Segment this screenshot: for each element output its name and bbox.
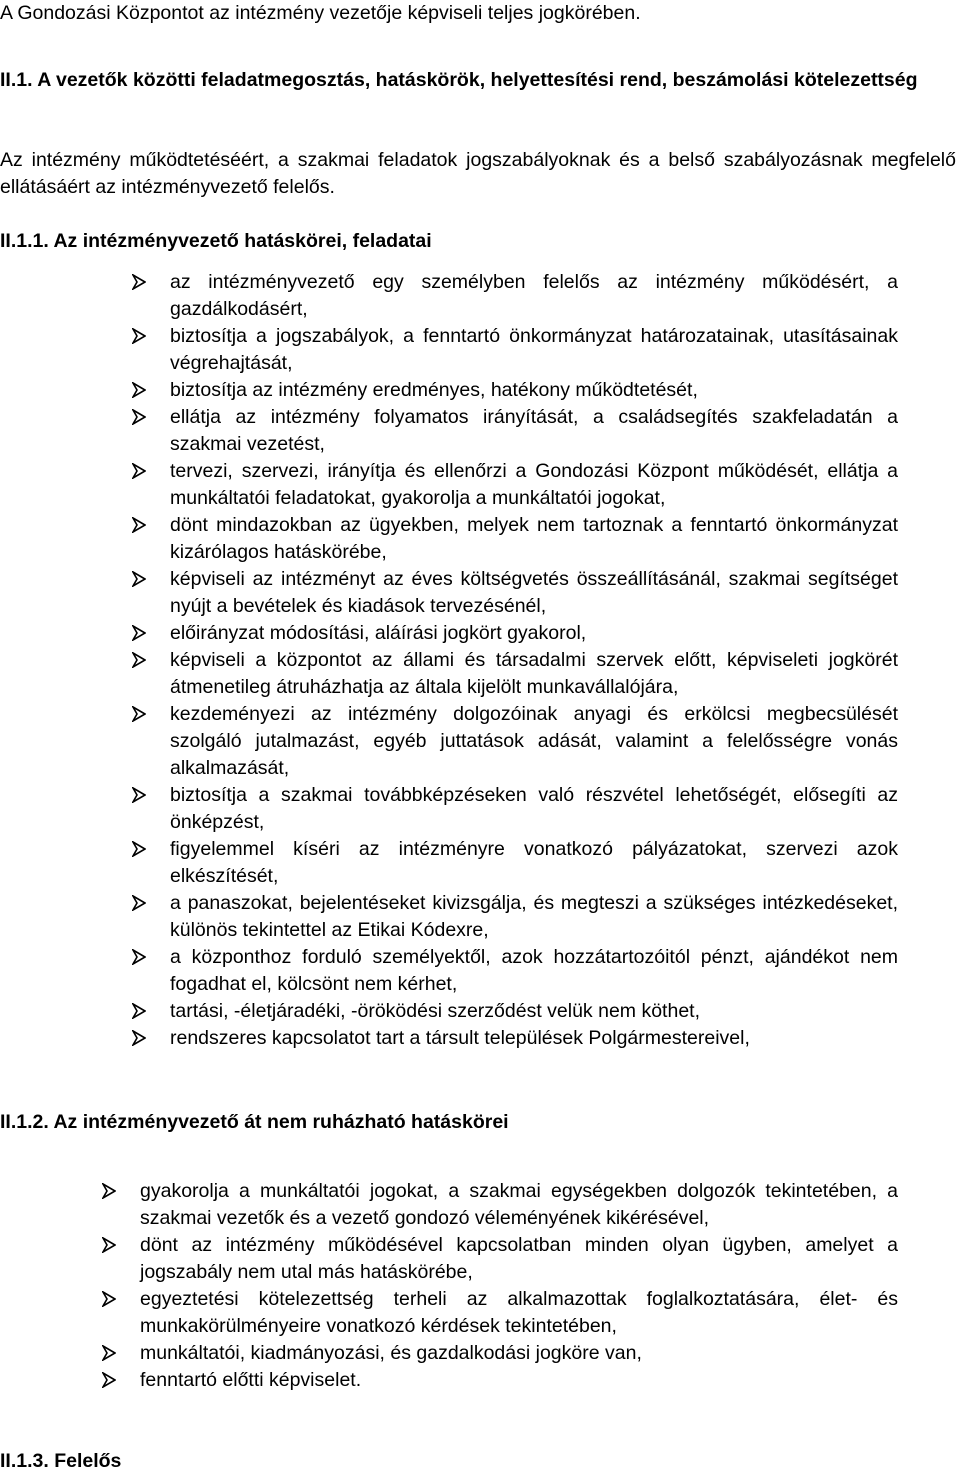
list-item <box>170 620 898 647</box>
arrow-bullet-icon <box>102 1183 116 1199</box>
list-item <box>170 782 898 836</box>
arrow-bullet-icon <box>132 652 146 668</box>
list-item-text: biztosítja a jogszabályok, a fenntartó önkormányzat határozatainak, utasításainak végrehajtását, <box>170 325 898 374</box>
arrow-bullet-icon <box>132 409 146 425</box>
list-item <box>170 647 898 701</box>
list-item <box>170 458 898 512</box>
list-item <box>170 404 898 458</box>
responsibilities-list <box>170 269 898 1052</box>
list-item <box>170 890 898 944</box>
list-item-text: biztosítja a szakmai továbbképzéseken való részvétel lehetőségét, elősegíti az önképzést, <box>170 784 898 833</box>
list-item <box>170 566 898 620</box>
arrow-bullet-icon <box>132 706 146 722</box>
list-item-text: képviseli a központot az állami és társadalmi szervek előtt, képviseleti jogkörét átmenetileg átruházhatja az általa kijelölt munkavállalójára, <box>170 649 898 698</box>
arrow-bullet-icon <box>132 895 146 911</box>
arrow-bullet-icon <box>132 571 146 587</box>
section-paragraph-II-1: Az intézmény működtetéséért, a szakmai feladatok jogszabályoknak és a belső szabályozásnak megfelelő ellátásáért az intézményvezető felelős. <box>0 149 956 198</box>
list-item <box>170 323 898 377</box>
list-item <box>170 701 898 782</box>
arrow-bullet-icon <box>102 1237 116 1253</box>
arrow-bullet-icon <box>132 1030 146 1046</box>
list-item-text: fenntartó előtti képviselet. <box>140 1369 362 1391</box>
arrow-bullet-icon <box>132 625 146 641</box>
section-heading-II-1: II.1. A vezetők közötti feladatmegosztás, hatáskörök, helyettesítési rend, beszámolási kötelezettség <box>0 69 918 91</box>
list-item-text: egyeztetési kötelezettség terheli az alkalmazottak foglalkoztatására, élet- és munkakörülményeire vonatkozó kérdések tekintetében, <box>140 1288 898 1337</box>
list-item-text: dönt az intézmény működésével kapcsolatban minden olyan ügyben, amelyet a jogszabály nem utal más hatáskörébe, <box>140 1234 898 1283</box>
arrow-bullet-icon <box>132 463 146 479</box>
non-delegable-list <box>140 1178 898 1394</box>
arrow-bullet-icon <box>132 517 146 533</box>
list-item <box>140 1367 898 1394</box>
list-item-text: dönt mindazokban az ügyekben, melyek nem tartoznak a fenntartó önkormányzat kizárólagos hatáskörébe, <box>170 514 898 563</box>
arrow-bullet-icon <box>132 1003 146 1019</box>
list-item <box>170 377 898 404</box>
list-item-text: előirányzat módosítási, aláírási jogkört gyakorol, <box>170 622 587 644</box>
list-item-text: képviseli az intézményt az éves költségvetés összeállításánál, szakmai segítséget nyújt a bevételek és kiadások tervezésénél, <box>170 568 898 617</box>
arrow-bullet-icon <box>132 949 146 965</box>
arrow-bullet-icon <box>132 274 146 290</box>
list-item-text: biztosítja az intézmény eredményes, hatékony működtetését, <box>170 379 698 401</box>
arrow-bullet-icon <box>102 1345 116 1361</box>
list-item <box>140 1340 898 1367</box>
arrow-bullet-icon <box>102 1291 116 1307</box>
list-item-text: gyakorolja a munkáltatói jogokat, a szakmai egységekben dolgozók tekintetében, a szakmai vezetők és a vezető gondozó véleményének kikérésével, <box>140 1180 898 1229</box>
arrow-bullet-icon <box>132 382 146 398</box>
list-item-text: tervezi, szervezi, irányítja és ellenőrzi a Gondozási Központ működését, ellátja a munkáltatói feladatokat, gyakorolja a munkáltatói jogokat, <box>170 460 898 509</box>
arrow-bullet-icon <box>132 841 146 857</box>
section-heading-II-1-3: II.1.3. Felelős <box>0 1450 122 1472</box>
list-item-text: munkáltatói, kiadmányozási, és gazdalkodási jogköre van, <box>140 1342 642 1364</box>
list-item <box>140 1178 898 1232</box>
list-item-text: tartási, -életjáradéki, -öröködési szerződést velük nem köthet, <box>170 1000 700 1022</box>
list-item <box>170 269 898 323</box>
list-item-text: a panaszokat, bejelentéseket kivizsgálja, és megteszi a szükséges intézkedéseket, különös tekintettel az Etikai Kódexre, <box>170 892 898 941</box>
list-item <box>140 1232 898 1286</box>
list-item-text: figyelemmel kíséri az intézményre vonatkozó pályázatokat, szervezi azok elkészítését, <box>170 838 898 887</box>
arrow-bullet-icon <box>102 1372 116 1388</box>
section-heading-II-1-1: II.1.1. Az intézményvezető hatáskörei, feladatai <box>0 230 432 252</box>
list-item <box>170 836 898 890</box>
arrow-bullet-icon <box>132 787 146 803</box>
list-item <box>170 998 898 1025</box>
list-item <box>170 1025 898 1052</box>
list-item <box>140 1286 898 1340</box>
list-item-text: ellátja az intézmény folyamatos irányítását, a családsegítés szakfeladatán a szakmai vezetést, <box>170 406 898 455</box>
list-item-text: az intézményvezető egy személyben felelős az intézmény működésért, a gazdálkodásért, <box>170 271 898 320</box>
list-item-text: rendszeres kapcsolatot tart a társult települések Polgármestereivel, <box>170 1027 750 1049</box>
intro-line: A Gondozási Központot az intézmény vezetője képviseli teljes jogkörében. <box>0 2 641 24</box>
arrow-bullet-icon <box>132 328 146 344</box>
section-heading-II-1-2: II.1.2. Az intézményvezető át nem ruházható hatáskörei <box>0 1111 509 1133</box>
list-item <box>170 944 898 998</box>
list-item <box>170 512 898 566</box>
list-item-text: kezdeményezi az intézmény dolgozóinak anyagi és erkölcsi megbecsülését szolgáló jutalmazást, egyéb juttatások adását, valamint a felelősségre vonás alkalmazását, <box>170 703 898 779</box>
list-item-text: a központhoz forduló személyektől, azok hozzátartozóitól pénzt, ajándékot nem fogadhat el, kölcsönt nem kérhet, <box>170 946 898 995</box>
